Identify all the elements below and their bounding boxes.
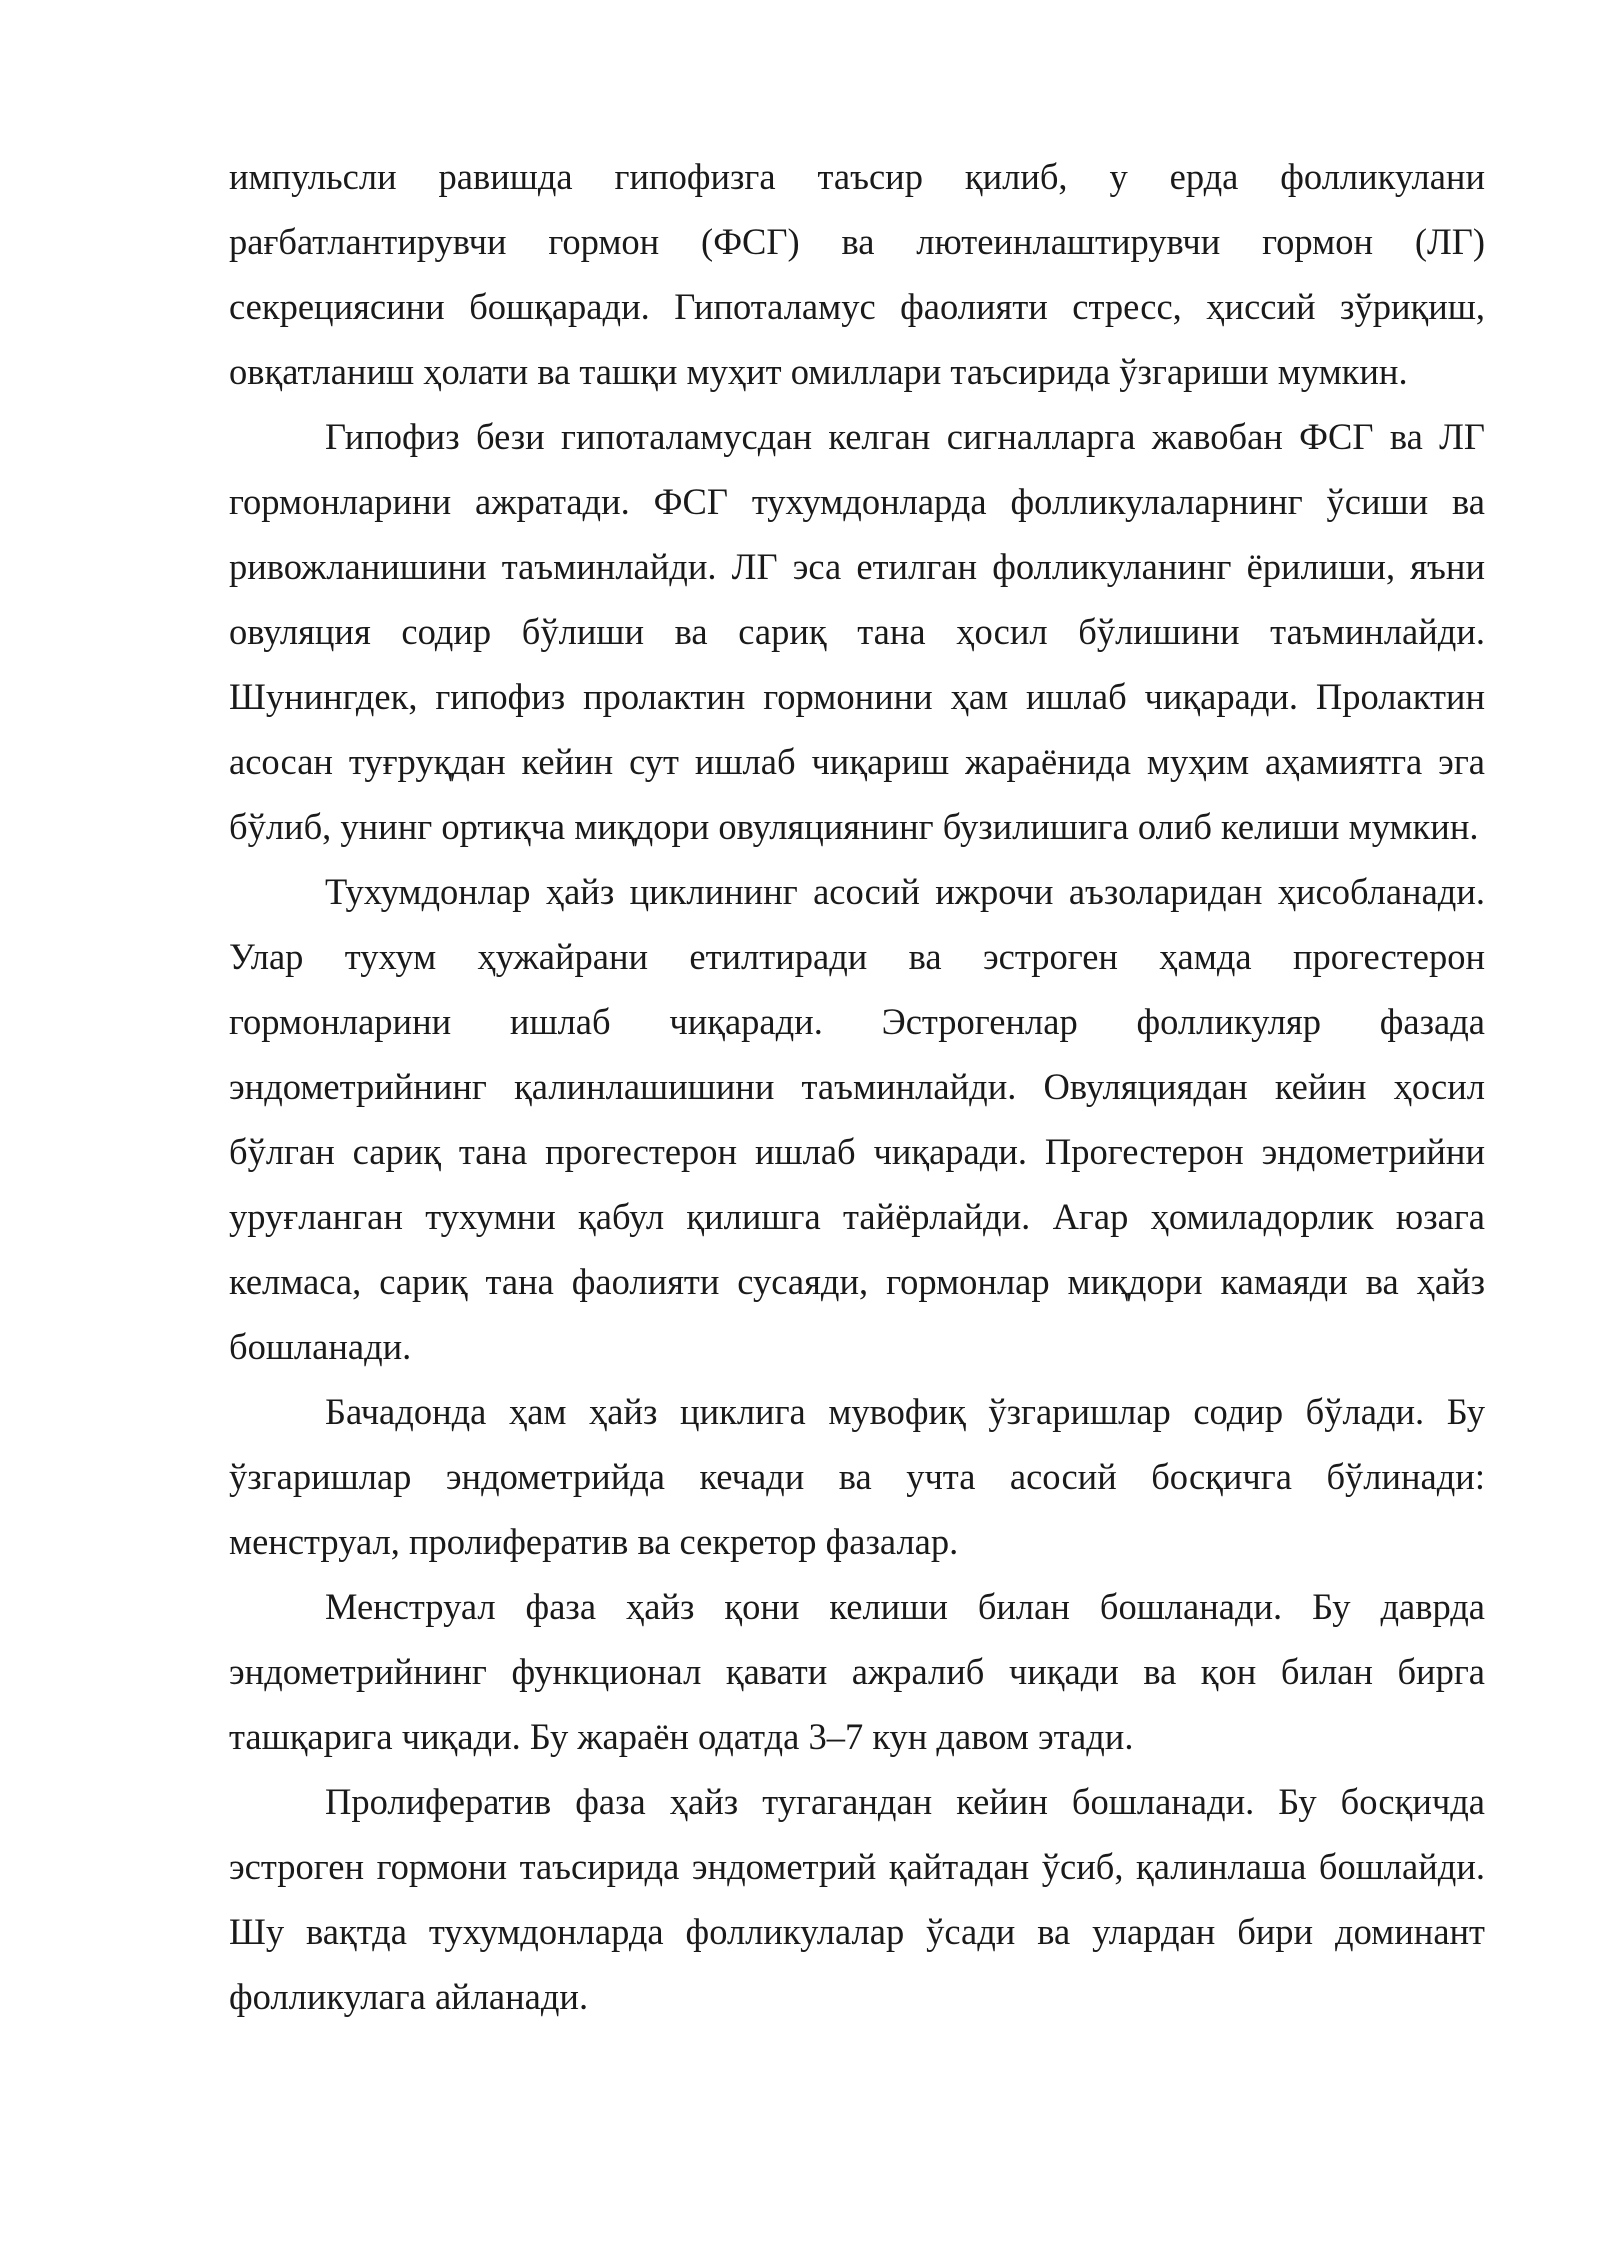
paragraph-4: Бачадонда ҳам ҳайз циклига мувофиқ ўзгаришлар содир бўлади. Бу ўзгаришлар эндометрийда кечади ва учта асосий босқичга бўлинади: менструал, пролифератив ва секретор фазалар. (229, 1391, 1485, 1562)
paragraph-1: импульсли равишда гипофизга таъсир қилиб, у ерда фолликулани рағбатлантирувчи гормон (ФСГ) ва лютеинлаштирувчи гормон (ЛГ) секрециясини бошқаради. Гипоталамус фаолияти стресс, ҳиссий зўриқиш, овқатланиш ҳолати ва ташқи муҳит омиллари таъсирида ўзгариши мумкин. (229, 156, 1485, 392)
paragraph-3: Тухумдонлар ҳайз циклининг асосий ижрочи аъзоларидан ҳисобланади. Улар тухум ҳужайрани етилтиради ва эстроген ҳамда прогестерон гормонларини ишлаб чиқаради. Эстрогенлар фолликуляр фазада эндометрийнинг қалинлашишини таъминлайди. Овуляциядан кейин ҳосил бўлган сариқ тана прогестерон ишлаб чиқаради. Прогестерон эндометрийни уруғланган тухумни қабул қилишга тайёрлайди. Агар ҳомиладорлик юзага келмаса, сариқ тана фаолияти сусаяди, гормонлар миқдори камаяди ва ҳайз бошланади. (229, 871, 1485, 1367)
paragraph-2: Гипофиз бези гипоталамусдан келган сигналларга жавобан ФСГ ва ЛГ гормонларини ажратади. ФСГ тухумдонларда фолликулаларнинг ўсиши ва ривожланишини таъминлайди. ЛГ эса етилган фолликуланинг ёрилиши, яъни овуляция содир бўлиши ва сариқ тана ҳосил бўлишини таъминлайди. Шунингдек, гипофиз пролактин гормонини ҳам ишлаб чиқаради. Пролактин асосан туғруқдан кейин сут ишлаб чиқариш жараёнида муҳим аҳамиятга эга бўлиб, унинг ортиқча миқдори овуляциянинг бузилишига олиб келиши мумкин. (229, 416, 1485, 847)
paragraph-6: Пролифератив фаза ҳайз тугагандан кейин бошланади. Бу босқичда эстроген гормони таъсирида эндометрий қайтадан ўсиб, қалинлаша бошлайди. Шу вақтда тухумдонларда фолликулалар ўсади ва улардан бири доминант фолликулага айланади. (229, 1781, 1485, 2017)
paragraph-5: Менструал фаза ҳайз қони келиши билан бошланади. Бу даврда эндометрийнинг функционал қавати ажралиб чиқади ва қон билан бирга ташқарига чиқади. Бу жараён одатда 3–7 кун давом этади. (229, 1586, 1485, 1757)
body-text (229, 144, 1485, 2029)
